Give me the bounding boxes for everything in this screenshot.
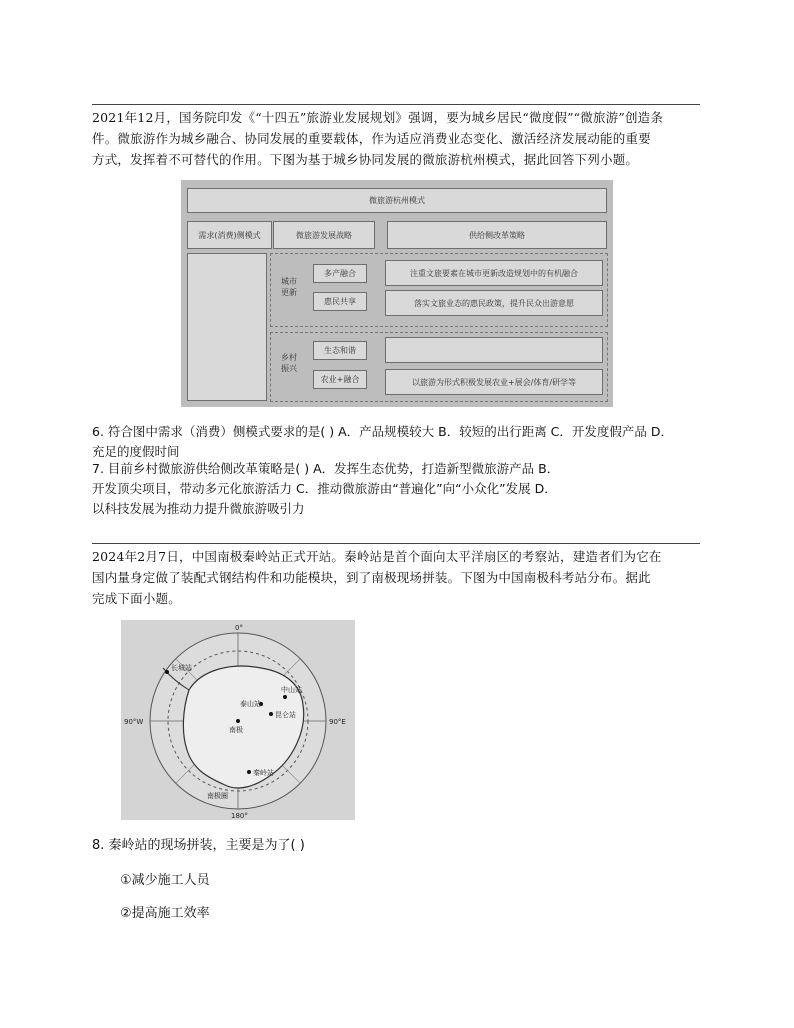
kunlun-station-dot [269, 712, 273, 716]
separator-rule-1 [92, 104, 700, 105]
label-qinling-station: 秦岭站 [253, 769, 274, 777]
separator-rule-2 [92, 543, 700, 544]
question-8-option: ②提高施工效率 [120, 906, 210, 921]
passage-2-line: 完成下面小题。 [92, 591, 181, 606]
label-90w: 90°W [124, 718, 144, 726]
strategy-header: 微旅游发展战略 [273, 221, 375, 249]
label-great-wall-station: 长城站 [171, 664, 192, 672]
rural-item-box: 农业+融合 [313, 370, 367, 389]
urban-item-box: 惠民共享 [313, 292, 367, 311]
label-south-pole: 南极 [229, 726, 243, 734]
antarctica-stations-map [121, 620, 355, 820]
passage-2 [92, 546, 702, 609]
question-6 [92, 422, 704, 462]
urban-renewal-label: 城市 更新 [281, 277, 297, 297]
question-8-stem: 8. 秦岭站的现场拼装，主要是为了( ) [92, 838, 305, 853]
rural-strategy-box: 以旅游为形式积极发展农业+展会/体育/研学等 [385, 369, 603, 395]
label-kunlun-station: 昆仑站 [275, 711, 296, 719]
question-7-line: 7. 目前乡村微旅游供给侧改革策略是( ) A．发挥生态优势，打造新型微旅游产品 B． [92, 461, 560, 476]
question-6-line: 充足的度假时间 [92, 444, 180, 459]
great-wall-station-dot [165, 670, 169, 674]
label-antarctic-circle: 南极圈 [207, 792, 228, 800]
qinling-station-dot [247, 770, 251, 774]
diagram-title-box: 微旅游杭州模式 [187, 188, 607, 213]
rural-strategy-box [385, 337, 603, 363]
question-8-option: ①减少施工人员 [120, 873, 210, 888]
urban-item-box: 多产融合 [313, 264, 367, 283]
passage-1-line: 2021年12月，国务院印发《“十四五”旅游业发展规划》强调，要为城乡居民“微度假”“微旅游”创造条 [92, 110, 664, 125]
urban-strategy-box: 注重文旅要素在城市更新改造规划中的有机融合 [385, 260, 603, 286]
passage-1-line: 方式，发挥着不可替代的作用。下图为基于城乡协同发展的微旅游杭州模式，据此回答下列小题。 [92, 152, 639, 167]
south-pole-dot [236, 719, 240, 723]
question-7-line: 以科技发展为推动力提升微旅游吸引力 [92, 501, 305, 516]
rural-revitalization-label: 乡村 振兴 [281, 353, 297, 373]
passage-1 [92, 107, 702, 170]
map-graphic [121, 620, 355, 820]
label-taishan-station: 泰山站 [240, 700, 261, 708]
question-7 [92, 459, 704, 519]
zhongshan-station-dot [283, 695, 287, 699]
hangzhou-model-diagram [181, 180, 613, 407]
label-0-deg: 0° [235, 624, 243, 632]
question-7-line: 开发顶尖项目，带动多元化旅游活力 C．推动微旅游由“普遍化”向“小众化”发展 D． [92, 481, 557, 496]
demand-side-header: 需求(消费)侧模式 [187, 221, 272, 249]
supply-side-header: 供给侧改革策略 [387, 221, 607, 249]
label-zhongshan-station: 中山站 [281, 686, 302, 694]
label-90e: 90°E [329, 718, 346, 726]
passage-1-line: 件。微旅游作为城乡融合、协同发展的重要载体，作为适应消费业态变化、激活经济发展动能的重要 [92, 131, 651, 146]
passage-2-line: 国内量身定做了装配式钢结构件和功能模块，到了南极现场拼装。下图为中国南极科考站分布。据此 [92, 570, 651, 585]
question-6-line: 6. 符合图中需求（消费）侧模式要求的是( ) A．产品规模较大 B．较短的出行距离 C．开发度假产品 D． [92, 424, 674, 439]
label-180-deg: 180° [231, 812, 248, 820]
rural-item-box: 生态和谐 [313, 341, 367, 360]
passage-2-line: 2024年2月7日，中国南极秦岭站正式开站。秦岭站是首个面向太平洋扇区的考察站，建造者们为它在 [92, 549, 662, 564]
urban-strategy-box: 落实文旅业态的惠民政策，提升民众出游意愿 [385, 290, 603, 316]
demand-side-panel [187, 253, 267, 401]
